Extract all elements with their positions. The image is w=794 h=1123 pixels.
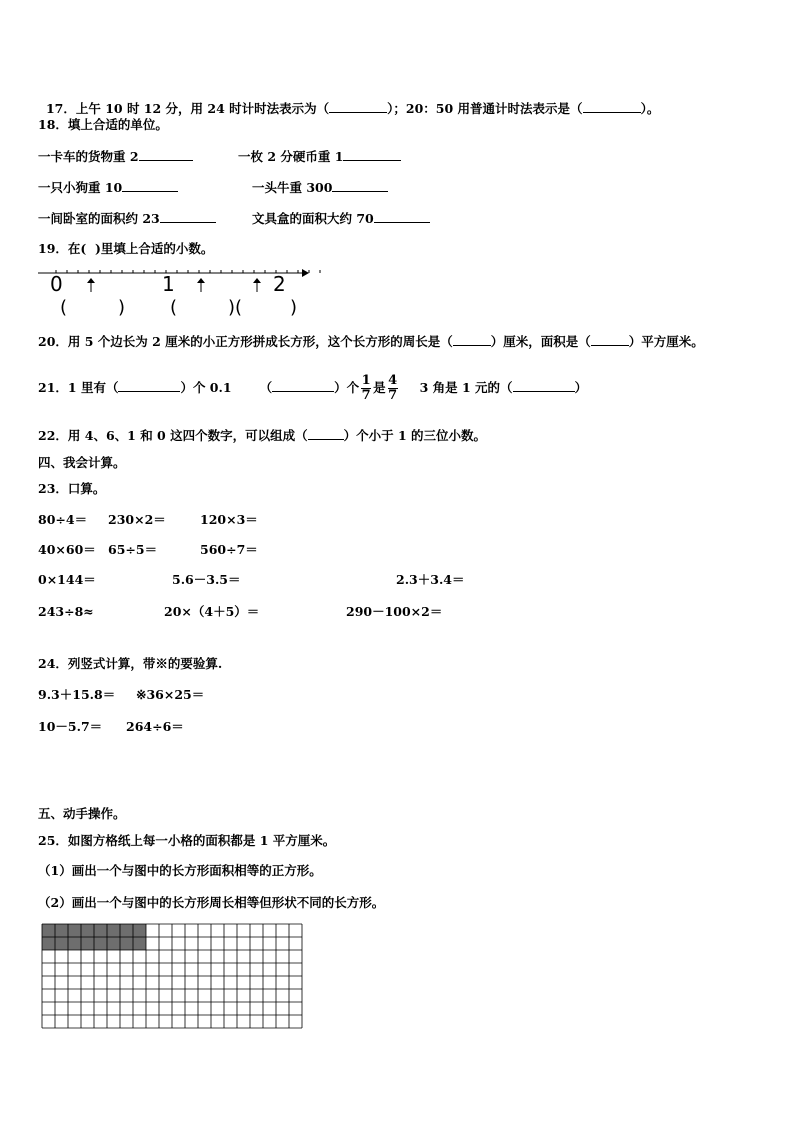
question-22 — [38, 427, 486, 444]
q18-blank[interactable] — [343, 148, 401, 161]
calc-item: 560÷7＝ — [200, 542, 258, 557]
q19-title: 19．在( )里填上合适的小数。 — [38, 241, 214, 256]
q21-part3-b: ） — [574, 380, 588, 395]
q21-part2-c: 是 — [373, 380, 386, 395]
q18-item-text: 一间卧室的面积约 23 — [38, 211, 160, 226]
calc-item: 40×60＝ — [38, 542, 96, 557]
number-line-arrow-icon — [302, 269, 309, 277]
grid-svg[interactable] — [41, 923, 305, 1033]
q18-item-text: 一只小狗重 10 — [38, 180, 123, 195]
question-21 — [38, 373, 587, 403]
q20-text-c: ）平方厘米。 — [628, 334, 704, 349]
calc-item: 10－5.7＝ — [38, 719, 103, 734]
number-line — [36, 263, 336, 287]
q18-item — [238, 148, 401, 165]
calc-item: 9.3＋15.8＝ — [38, 687, 116, 702]
q20-text-a: 20．用 5 个边长为 2 厘米的小正方形拼成长方形，这个长方形的周长是（ — [38, 334, 453, 349]
answer-paren-close[interactable]: ) — [118, 297, 126, 318]
q22-blank[interactable] — [308, 427, 344, 440]
section-4-heading: 四、我会计算。 — [38, 455, 126, 470]
fraction-numerator: 1 — [361, 373, 371, 388]
calc-item: 65÷5＝ — [108, 542, 158, 557]
answer-paren-open[interactable]: ( — [60, 297, 68, 318]
q25-sub-2: （2）画出一个与图中的长方形周长相等但形状不同的长方形。 — [38, 895, 385, 910]
q18-title: 18．填上合适的单位。 — [38, 117, 168, 132]
q18-blank[interactable] — [122, 179, 178, 192]
q21-part1-a: 21．1 里有（ — [38, 380, 119, 395]
number-line-label-2: 2 — [273, 272, 286, 296]
calc-item: ※36×25＝ — [136, 687, 205, 702]
question-17 — [38, 84, 659, 117]
arrow-up-icon — [196, 278, 206, 292]
answer-paren-open[interactable]: ( — [170, 297, 178, 318]
q21-blank-1[interactable] — [118, 379, 180, 392]
calc-item: 0×144＝ — [38, 572, 96, 587]
q18-item — [38, 210, 216, 227]
q18-item — [252, 210, 430, 227]
q18-blank[interactable] — [332, 179, 388, 192]
fraction-numerator: 4 — [388, 373, 398, 388]
section-5-heading: 五、动手操作。 — [38, 806, 126, 821]
q18-item — [38, 148, 193, 165]
q18-item — [38, 179, 178, 196]
q18-blank[interactable] — [139, 148, 193, 161]
calc-item: 5.6－3.5＝ — [172, 572, 241, 587]
answer-paren-close[interactable]: ) — [290, 297, 298, 318]
q22-text-a: 22．用 4、6、1 和 0 这四个数字，可以组成（ — [38, 428, 308, 443]
calc-item: 120×3＝ — [200, 512, 258, 527]
q25-title: 25．如图方格纸上每一小格的面积都是 1 平方厘米。 — [38, 833, 336, 848]
q21-part1-b: ）个 0.1 — [180, 380, 232, 395]
calc-item: 80÷4＝ — [38, 512, 88, 527]
q17-text-b: ）；20：50 用普通计时法表示是（ — [387, 101, 583, 116]
q22-text-b: ）个小于 1 的三位小数。 — [343, 428, 486, 443]
fraction-denominator: 7 — [388, 388, 398, 403]
calc-item: 20×（4＋5）＝ — [164, 604, 260, 619]
q17-text-a: 上午 10 时 12 分，用 24 时计时法表示为（ — [75, 101, 330, 116]
q21-part3-a: 3 角是 1 元的（ — [419, 380, 513, 395]
q21-part2-b: ）个 — [334, 380, 360, 395]
q18-item-text: 一卡车的货物重 2 — [38, 149, 139, 164]
calc-item: 243÷8≈ — [38, 604, 94, 619]
number-line-label-0: 0 — [50, 272, 63, 296]
grid-paper[interactable] — [41, 923, 305, 1036]
q18-item-text: 一头牛重 300 — [252, 180, 333, 195]
fraction-4-7 — [388, 374, 398, 403]
q18-blank[interactable] — [160, 210, 216, 223]
q21-part2-a: （ — [259, 380, 273, 395]
q20-blank-2[interactable] — [591, 333, 629, 346]
q24-title: 24．列竖式计算，带※的要验算. — [38, 656, 223, 671]
q17-text-c: ）。 — [640, 101, 660, 116]
q20-blank-1[interactable] — [453, 333, 491, 346]
q18-item-text: 一枚 2 分硬币重 1 — [238, 149, 344, 164]
fraction-denominator: 7 — [361, 388, 371, 403]
q18-item-text: 文具盒的面积大约 70 — [252, 211, 374, 226]
q17-number: 17． — [45, 101, 76, 116]
q17-blank-2[interactable] — [583, 100, 641, 113]
calc-item: 290－100×2＝ — [346, 604, 443, 619]
number-line-label-1: 1 — [162, 272, 175, 296]
calc-item: 230×2＝ — [108, 512, 166, 527]
q18-item — [252, 179, 388, 196]
q17-blank-1[interactable] — [329, 100, 387, 113]
q18-blank[interactable] — [374, 210, 430, 223]
q21-blank-2[interactable] — [272, 379, 334, 392]
q20-text-b: ）厘米，面积是（ — [490, 334, 591, 349]
calc-item: 2.3＋3.4＝ — [396, 572, 465, 587]
calc-item: 264÷6＝ — [126, 719, 184, 734]
fraction-1-7 — [361, 374, 371, 403]
q23-title: 23．口算。 — [38, 481, 106, 496]
answer-paren-mid[interactable]: )( — [228, 297, 243, 318]
arrow-up-icon — [86, 278, 96, 292]
q25-sub-1: （1）画出一个与图中的长方形面积相等的正方形。 — [38, 863, 322, 878]
q21-blank-3[interactable] — [513, 379, 575, 392]
arrow-up-icon — [252, 278, 262, 292]
question-20 — [38, 333, 704, 350]
